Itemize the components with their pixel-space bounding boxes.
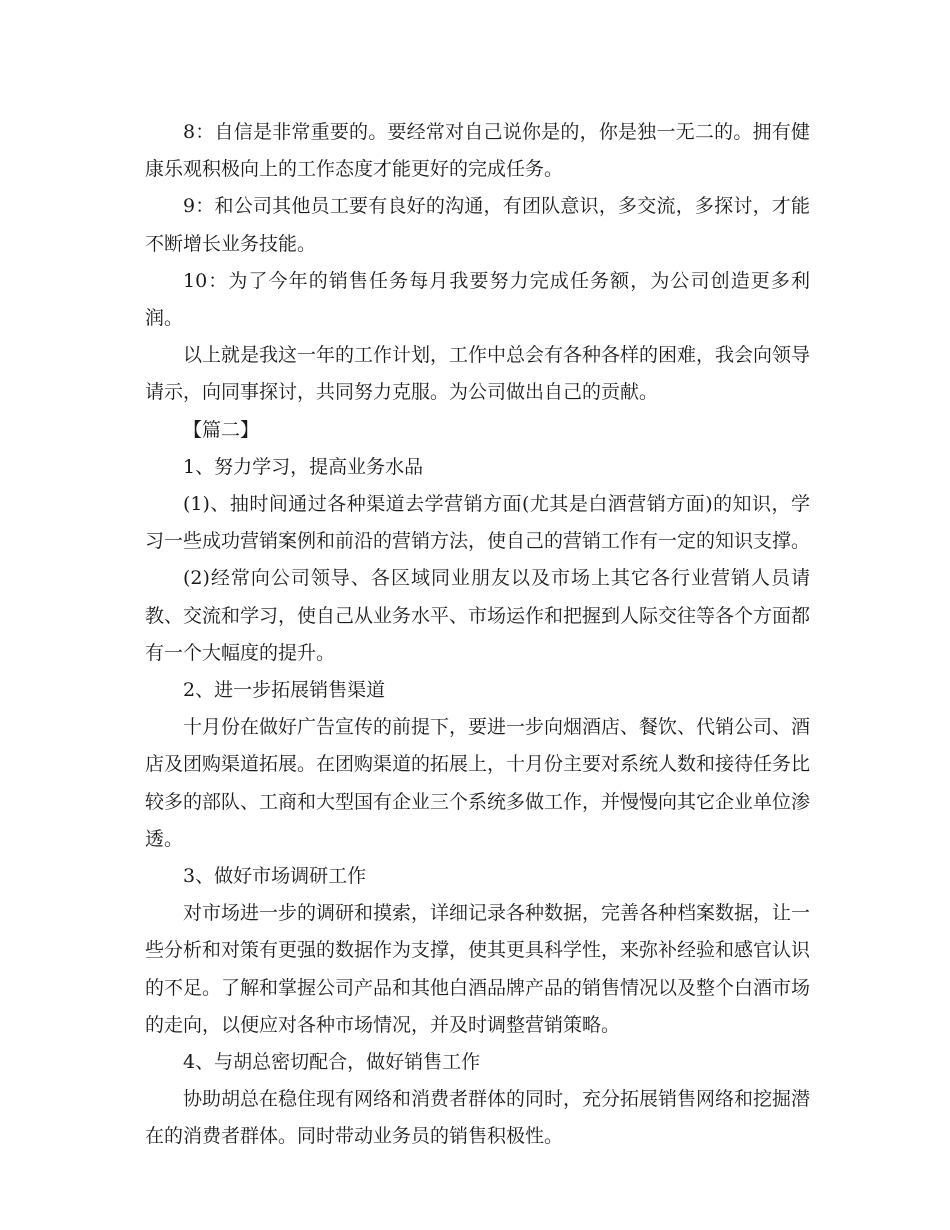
heading-2-channels: 2、进一步拓展销售渠道: [183, 679, 386, 702]
heading-3-research: 3、做好市场调研工作: [183, 865, 367, 888]
paragraph-summary: 以上就是我这一年的工作计划，工作中总会有各种各样的困难，我会向领导请示，向同事探讨，共同努力克服。为公司做出自己的贡献。: [145, 344, 811, 404]
heading-1-study: 1、努力学习，提高业务水品: [183, 455, 424, 478]
paragraph-3: 对市场进一步的调研和摸索，详细记录各种数据，完善各种档案数据，让一些分析和对策有更强的数据作为支撑，使其更具科学性，来弥补经验和感官认识的不足。了解和掌握公司产品和其他白酒品牌产品的销售情况以及整个白酒市场的走向，以便应对各种市场情况，并及时调整营销策略。: [145, 902, 811, 1036]
heading-4-cooperation: 4、与胡总密切配合，做好销售工作: [183, 1051, 481, 1074]
paragraph-4: 协助胡总在稳住现有网络和消费者群体的同时，充分拓展销售网络和挖掘潜在的消费者群体。同时带动业务员的销售积极性。: [145, 1088, 811, 1148]
paragraph-item-8: 8：自信是非常重要的。要经常对自己说你是的，你是独一无二的。拥有健康乐观积极向上的工作态度才能更好的完成任务。: [145, 121, 810, 181]
paragraph-item-9: 9：和公司其他员工要有良好的沟通，有团队意识，多交流，多探讨，才能不断增长业务技能。: [145, 195, 810, 255]
document-body: [145, 114, 810, 1156]
section-heading-part-two: 【篇二】: [183, 418, 260, 441]
paragraph-1-1: (1)、抽时间通过各种渠道去学营销方面(尤其是白酒营销方面)的知识，学习一些成功营销案例和前沿的营销方法，使自己的营销工作有一定的知识支撑。: [145, 493, 811, 553]
paragraph-item-10: 10：为了今年的销售任务每月我要努力完成任务额，为公司创造更多利润。: [145, 269, 810, 330]
paragraph-1-2: (2)经常向公司领导、各区域同业朋友以及市场上其它各行业营销人员请教、交流和学习，使自己从业务水平、市场运作和把握到人际交往等各个方面都有一个大幅度的提升。: [145, 567, 811, 664]
paragraph-2: 十月份在做好广告宣传的前提下，要进一步向烟酒店、餐饮、代销公司、酒店及团购渠道拓展。在团购渠道的拓展上，十月份主要对系统人数和接待任务比较多的部队、工商和大型国有企业三个系统多做工作，并慢慢向其它企业单位渗透。: [145, 716, 811, 850]
